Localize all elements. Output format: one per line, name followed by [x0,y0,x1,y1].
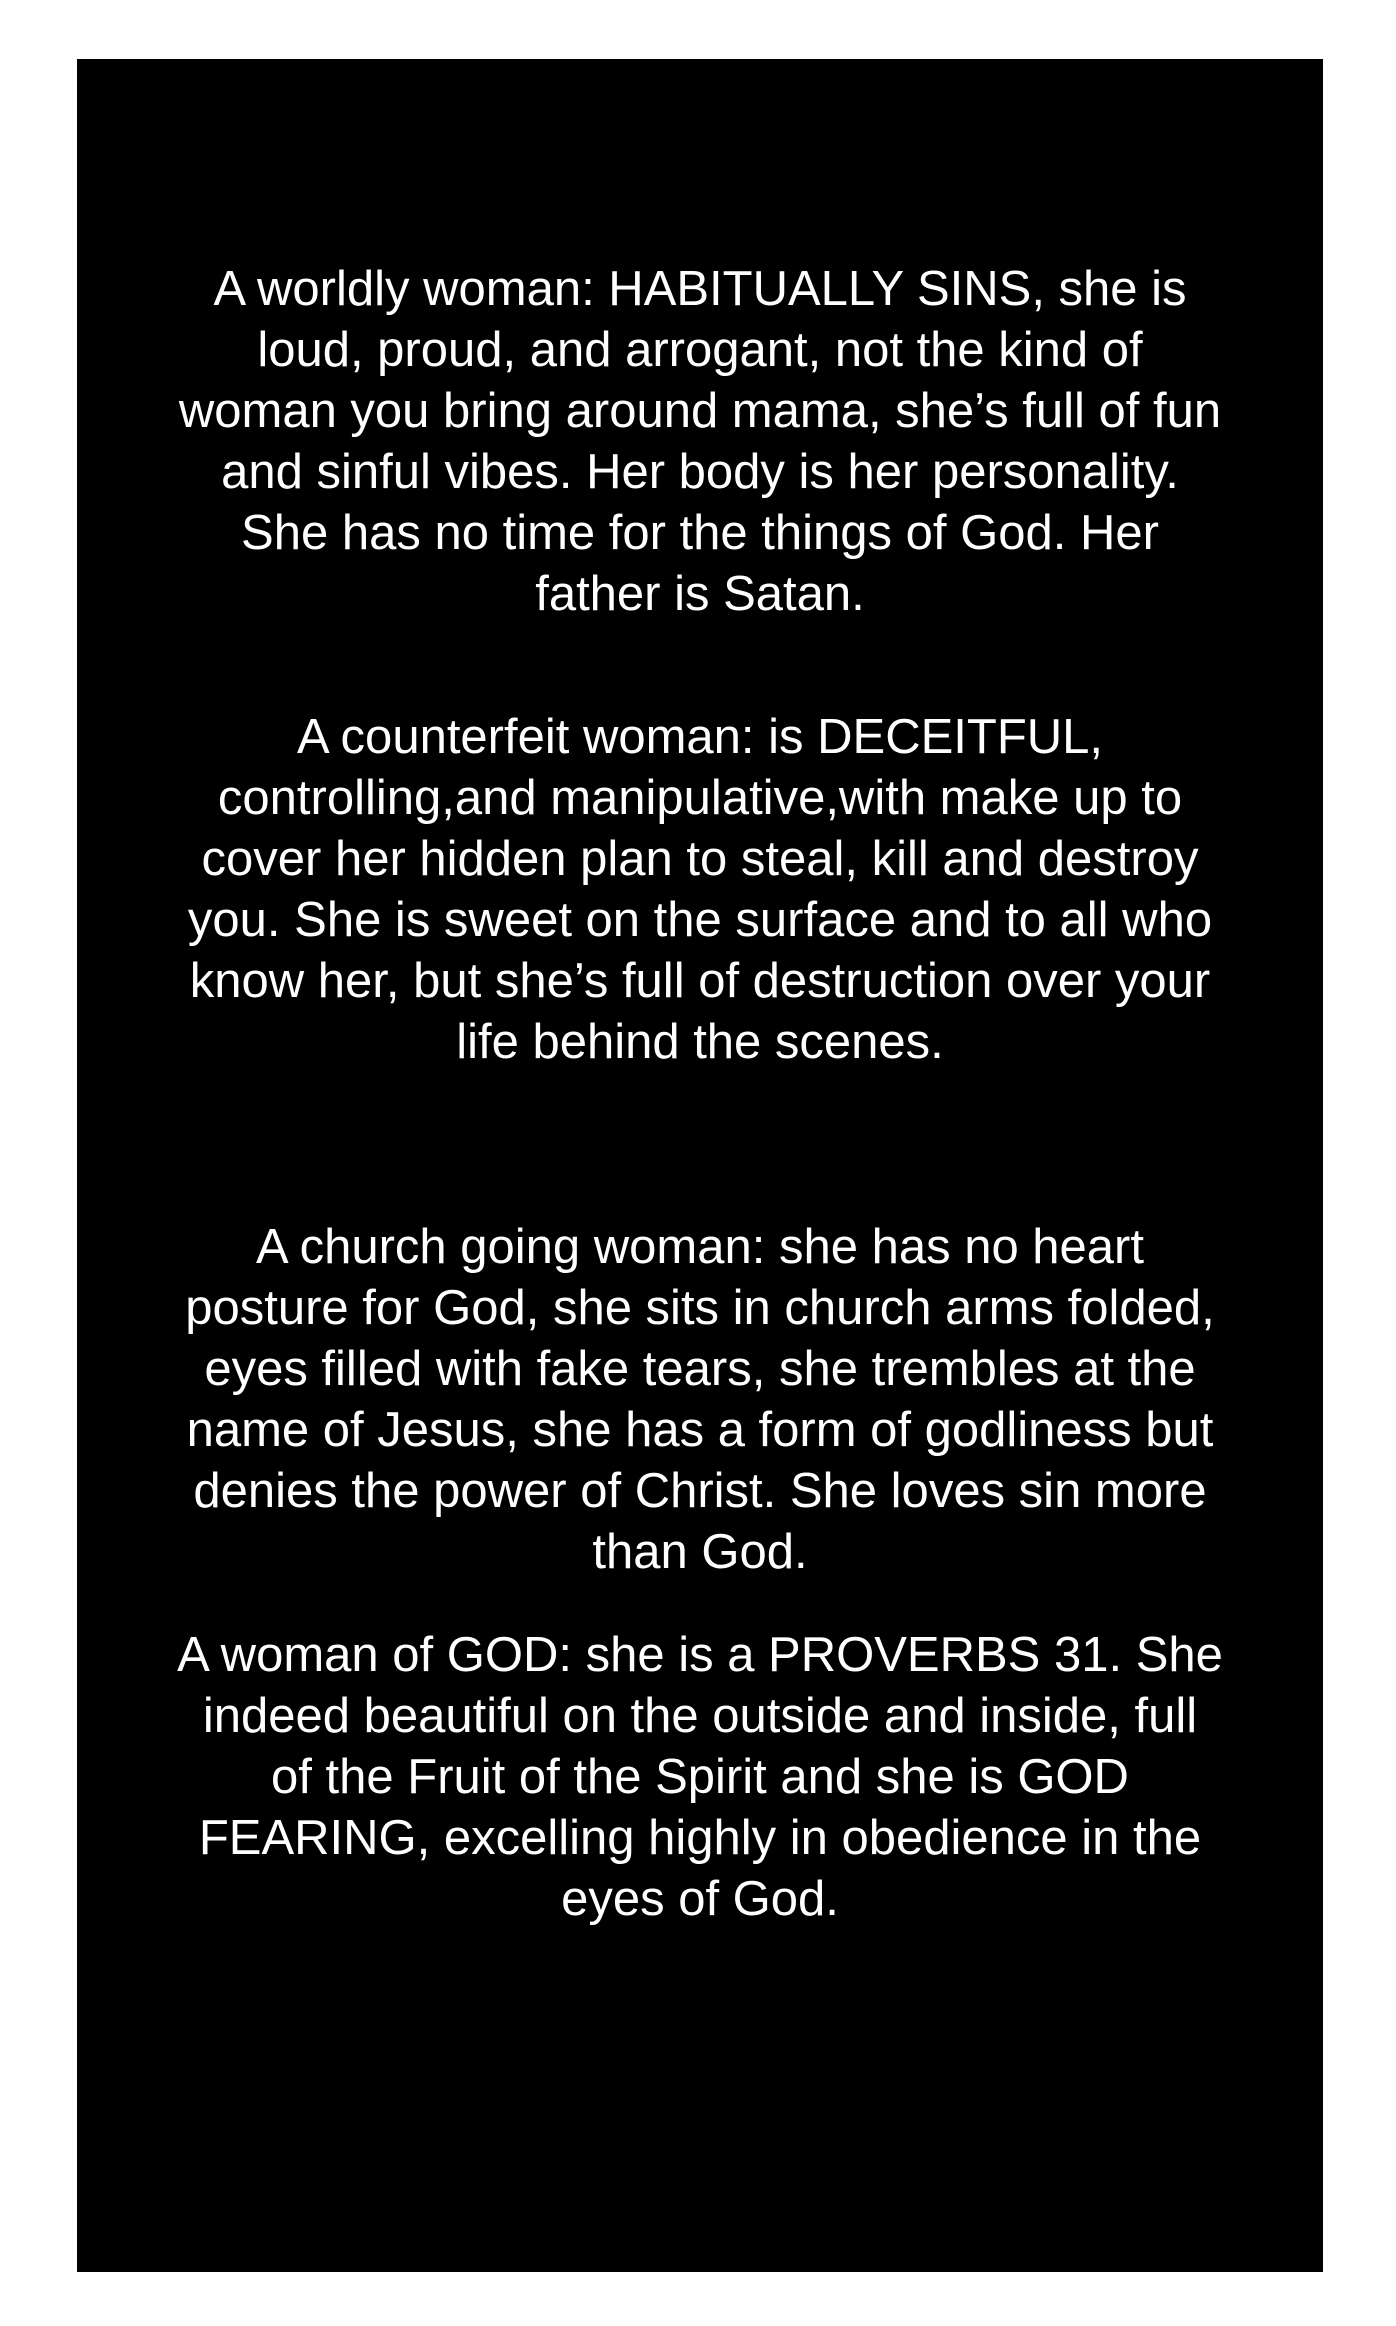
text-panel [77,59,1323,2272]
paragraph-counterfeit-woman: A counterfeit woman: is DECEITFUL, controlling,and manipulative,with make up to cover her hidden plan to steal, kill and destroy you. She is sweet on the surface and to all who know her, but she’s full of destruction over your life behind the scenes. [187,710,1213,1069]
paragraph-church-going-woman: A church going woman: she has no heart posture for God, she sits in church arms folded, eyes filled with fake tears, she trembles at the name of Jesus, she has a form of godliness but denies the power of Christ. She loves sin more than God. [185,1220,1215,1579]
paragraph-woman-of-god: A woman of GOD: she is a PROVERBS 31. She indeed beautiful on the outside and inside, full of the Fruit of the Spirit and she is GOD FEARING, excelling highly in obedience in the eyes of God. [177,1628,1223,1926]
paragraph-worldly-woman: A worldly woman: HABITUALLY SINS, she is loud, proud, and arrogant, not the kind of woman you bring around mama, she’s full of fun and sinful vibes. Her body is her personality. She has no time for the things of God. Her father is Satan. [178,262,1222,621]
